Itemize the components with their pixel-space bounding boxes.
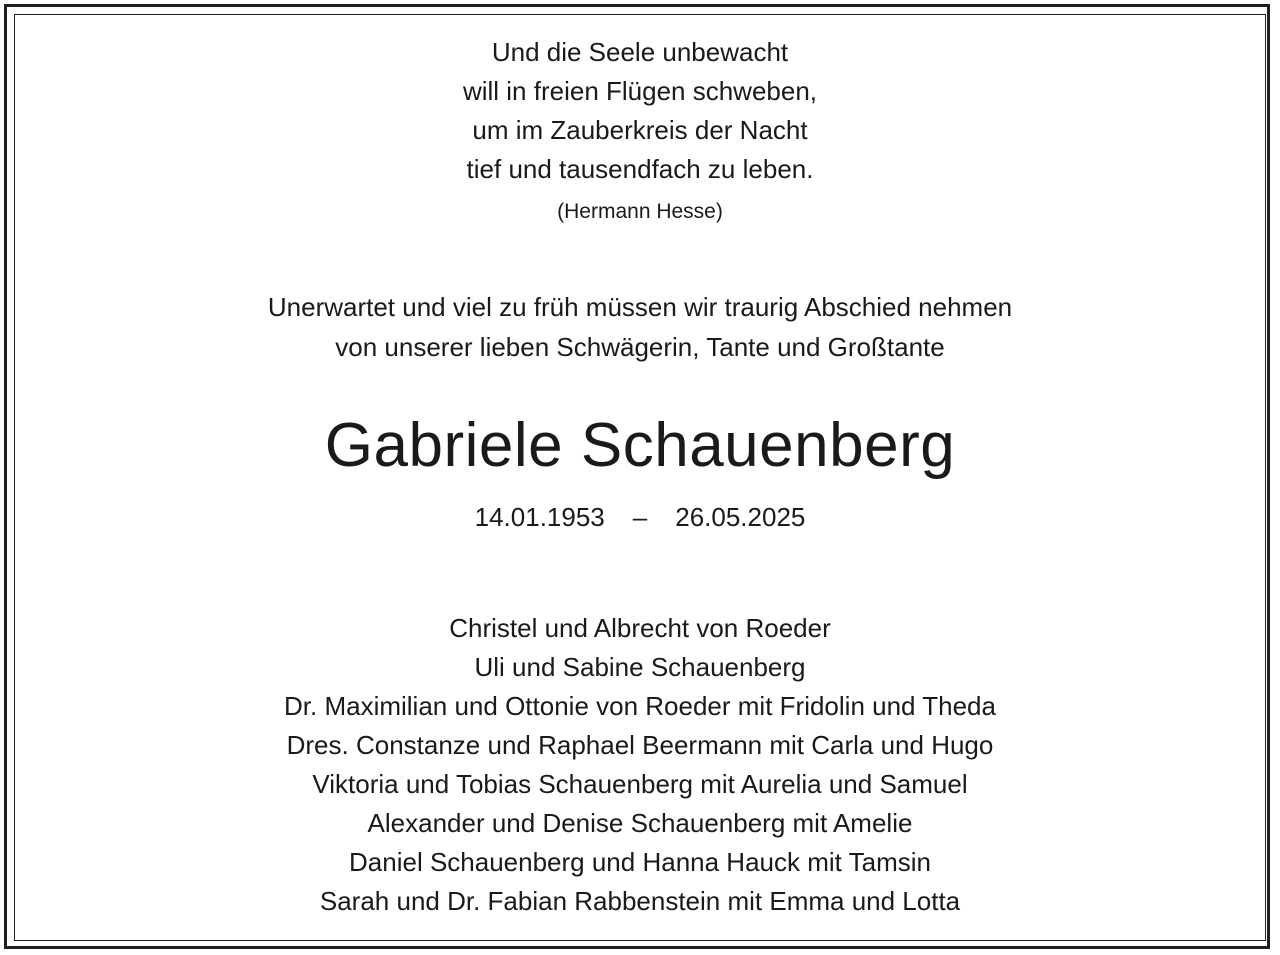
death-date: 26.05.2025 [675, 502, 806, 532]
deceased-name: Gabriele Schauenberg [324, 411, 956, 480]
poem-line: will in freien Flügen schweben, [462, 76, 818, 106]
mourner-line: Christel und Albrecht von Roeder [449, 613, 831, 643]
mourners-list [0, 609, 1280, 921]
mourner-line: Dres. Constanze und Raphael Beermann mit Carla und Hugo [286, 730, 994, 760]
mourner-line: Sarah und Dr. Fabian Rabbenstein mit Emma und Lotta [319, 886, 961, 916]
poem-line: um im Zauberkreis der Nacht [472, 115, 808, 145]
intro-text [0, 287, 1280, 367]
mourner-line: Alexander und Denise Schauenberg mit Amelie [367, 808, 913, 838]
poem-line: Und die Seele unbewacht [491, 37, 789, 67]
poem [0, 33, 1280, 189]
date-separator: – [632, 502, 648, 532]
mourner-line: Viktoria und Tobias Schauenberg mit Aurelia und Samuel [312, 769, 968, 799]
intro-line: Unerwartet und viel zu früh müssen wir traurig Abschied nehmen [267, 292, 1013, 322]
intro-line: von unserer lieben Schwägerin, Tante und Großtante [335, 332, 945, 362]
life-dates [0, 502, 1280, 533]
poem-line: tief und tausendfach zu leben. [466, 154, 814, 184]
birth-date: 14.01.1953 [474, 502, 605, 532]
mourner-line: Uli und Sabine Schauenberg [474, 652, 806, 682]
mourner-line: Dr. Maximilian und Ottonie von Roeder mit Fridolin und Theda [284, 691, 996, 721]
mourner-line: Daniel Schauenberg und Hanna Hauck mit Tamsin [349, 847, 931, 877]
poem-author: (Hermann Hesse) [557, 200, 723, 223]
